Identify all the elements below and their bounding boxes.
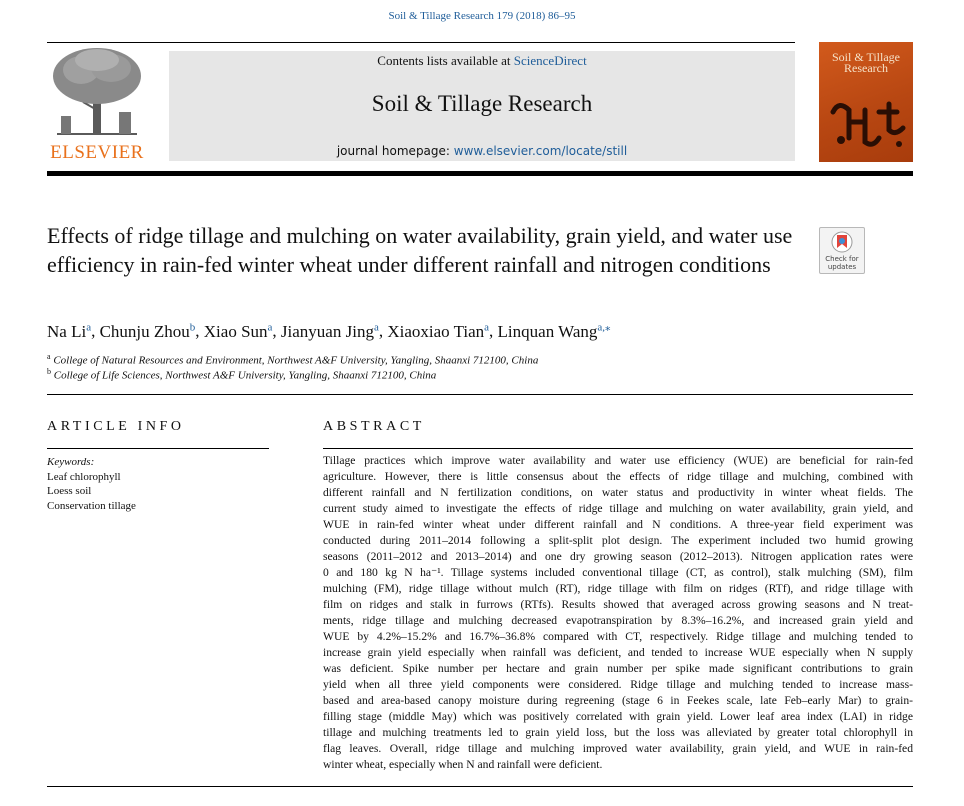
author-affil-mark[interactable]: a,⁎ — [597, 321, 611, 333]
check-for-updates-button[interactable] — [819, 227, 865, 274]
journal-cover[interactable] — [819, 42, 913, 162]
author-affil-mark[interactable]: b — [189, 321, 196, 333]
author-name: Linquan Wang — [497, 321, 598, 341]
abstract-line: different rainfall and N fertilization conditions, on water status and productivity in winter wheat fields. The — [323, 486, 913, 499]
crossmark-label — [820, 255, 864, 271]
section-divider — [47, 394, 913, 395]
abstract-line: 0 and 180 kg N ha⁻¹. Tillage systems included conventional tillage (CT, as control), stalk mulching (SM), film — [323, 566, 913, 579]
abstract-line: agriculture. However, there is little consensus about the effects of ridge tillage and mulching, combined with — [323, 470, 913, 483]
author-name: Na Li — [47, 321, 87, 341]
homepage-link[interactable]: www.elsevier.com/locate/still — [453, 144, 628, 158]
sciencedirect-link[interactable]: ScienceDirect — [513, 53, 587, 68]
author-name: Xiaoxiao Tian — [387, 321, 485, 341]
abstract-line: flag leaves. Overall, ridge tillage and mulching improved water availability, grain yield, and WUE in rain-fed — [323, 742, 913, 755]
abstract-line: seasons (2011–2012 and 2013–2014) and one dry growing season (2012–2013). Nitrogen application rates were — [323, 550, 913, 563]
author[interactable] — [204, 322, 273, 341]
abstract-line: current study aimed to investigate the effects of ridge tillage and mulching on water availability, grain yield, and — [323, 502, 913, 515]
abstract-line: based and area-based canopy moisture during regreening (stage 6 in Feekes scale, late Feb–early Mar) to grain- — [323, 694, 913, 707]
bottom-divider — [47, 786, 913, 787]
abstract-line: film on ridges and stalk in furrows (RTfs). Results showed that averaged across growing seasons and N treat- — [323, 598, 913, 611]
author-affil-mark[interactable]: a — [484, 321, 490, 333]
keyword: Loess soil — [47, 485, 92, 497]
homepage-prefix: journal homepage: — [336, 144, 450, 158]
author[interactable] — [387, 322, 489, 341]
abstract-line: Tillage practices which improve water availability and water use efficiency (WUE) are beneficial for rain-fed — [323, 454, 913, 467]
top-divider — [47, 42, 795, 43]
journal-masthead — [169, 51, 795, 161]
abstract-line: ments, ridge tillage and mulching decreased evapotranspiration by 8.3%–16.2%, and increased grain yield and — [323, 614, 913, 627]
affiliation — [47, 367, 907, 382]
keyword: Leaf chlorophyll — [47, 470, 121, 483]
author[interactable] — [47, 322, 91, 341]
author-affil-mark[interactable]: a — [373, 321, 379, 333]
author-list: Na Li$^a$, Chunju Zhou$^b$, Xiao Sun$^a$, Jianyuan Jing$^a$, Xiaoxiao Tian$^a$, Linquan Wang$^{a,⁎}$ — [47, 321, 611, 341]
author-affil-mark[interactable]: a — [267, 321, 273, 333]
abstract-line: increase grain yield especially when rainfall was deficient, and tended to increase WUE especially when N supply — [323, 646, 913, 659]
affiliation-mark: a — [47, 352, 51, 361]
cover-title-line2: Research — [844, 61, 888, 75]
abstract-line: WUE in rain-fed winter wheat under different rainfall and N conditions. A three-year field experiment was — [323, 518, 913, 531]
abstract-line: filling stage (middle May) which was positively correlated with grain yield. Lower leaf area index (LAI) in ridge — [323, 710, 913, 723]
keywords-label: Keywords: — [47, 456, 95, 468]
abstract-line: mulching (FM), ridge tillage without mulch (RT), ridge tillage with film on ridges (RTf), and ridge tillage with — [323, 582, 913, 595]
abstract-heading: ABSTRACT — [323, 419, 425, 434]
crossmark-label-line1: Check for — [825, 255, 859, 263]
header-divider — [47, 171, 913, 176]
journal-title: Soil & Tillage Research — [371, 91, 593, 116]
affiliation-text: College of Natural Resources and Environment, Northwest A&F University, Yangling, Shaanxi 712100, China — [53, 354, 539, 367]
journal-reference[interactable]: Soil & Tillage Research 179 (2018) 86–95 — [388, 10, 576, 22]
keyword: Conservation tillage — [47, 499, 136, 512]
cover-title-line1: Soil & Tillage — [831, 50, 901, 64]
tree-logo-icon — [47, 46, 147, 138]
crossmark-icon — [831, 231, 853, 253]
abstract-line: tillage and mulching treatments led to grain yield loss, but the loss was alleviated by greater total chlorophyll in — [323, 726, 913, 739]
author-name: Xiao Sun — [203, 321, 268, 341]
abstract-line: WUE by 4.2%–15.2% and 16.7%–36.8% compared with CT, respectively. Ridge tillage and mulching tended to — [323, 630, 913, 643]
article-title: Effects of ridge tillage and mulching on water availability, grain yield, and water use efficiency in rain-fed winter wheat under different rainfall and nitrogen conditions — [47, 223, 793, 277]
abstract-line: yield when all three yield components were considered. Ridge tillage and mulching tended to increase mass- — [323, 678, 913, 691]
abstract-text — [323, 453, 913, 773]
author[interactable] — [498, 322, 611, 341]
author-affil-mark[interactable]: a — [86, 321, 92, 333]
affiliation-mark: b — [47, 367, 51, 376]
cover-title — [819, 52, 913, 74]
cover-art-icon — [819, 82, 913, 162]
homepage-line — [169, 144, 795, 158]
publisher-name: ELSEVIER — [50, 142, 144, 163]
contents-prefix: Contents lists available at — [377, 53, 511, 68]
author[interactable] — [281, 322, 379, 341]
crossmark-label-line2: updates — [827, 263, 857, 271]
abstract-line: winter wheat, especially when N and rainfall were deficient. — [323, 758, 603, 771]
article-info-heading: ARTICLE INFO — [47, 419, 185, 434]
abstract-line: conducted during 2011–2014 following a split-split plot design. The experiment included two humid growing — [323, 534, 913, 547]
author-name: Chunju Zhou — [99, 321, 190, 341]
keywords-block — [47, 455, 269, 513]
abstract-divider — [323, 448, 913, 449]
affiliation — [47, 352, 907, 367]
article-info-divider — [47, 448, 269, 449]
author-name: Jianyuan Jing — [280, 321, 374, 341]
contents-line — [169, 53, 795, 69]
publisher-logo[interactable] — [47, 46, 147, 164]
author[interactable] — [100, 322, 196, 341]
abstract-line: was deficient. Spike number per hectare and grain number per spike made significant contributions to grain — [323, 662, 913, 675]
affiliation-text: College of Life Sciences, Northwest A&F University, Yangling, Shaanxi 712100, China — [53, 369, 437, 382]
